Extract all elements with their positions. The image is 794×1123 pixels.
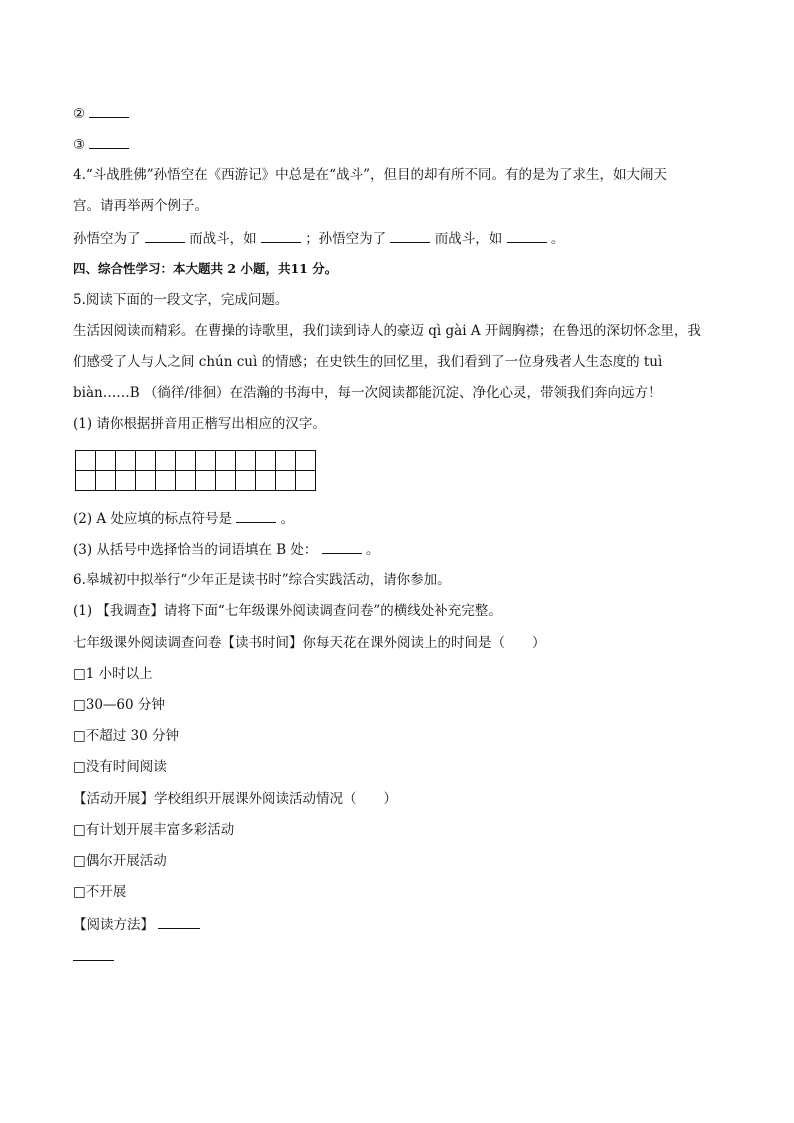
q5-passage-line3: biàn……B （徜徉/徘徊）在浩瀚的书海中，每一次阅读都能沉淀、净化心灵，带领我们奔向远方！	[73, 385, 662, 401]
survey-question-activity: 【活动开展】学校组织开展课外阅读活动情况（ ）	[73, 791, 397, 807]
q3-item-3: ③	[73, 134, 129, 155]
answer-blank[interactable]	[145, 228, 185, 243]
answer-blank[interactable]	[261, 228, 301, 243]
q5-passage-line1: 生活因阅读而精彩。在曹操的诗歌里，我们读到诗人的豪迈 qì gài A 开阔胸襟；在鲁迅的深切怀念里，我	[73, 323, 701, 339]
q5-title: 5.阅读下面的一段文字，完成问题。	[73, 292, 289, 308]
q5-sub1: (1) 请你根据拼音用正楷写出相应的汉字。	[73, 416, 326, 432]
survey-question-time: 七年级课外阅读调查问卷【读书时间】你每天花在课外阅读上的时间是（ ）	[73, 635, 546, 651]
writing-grid[interactable]	[75, 450, 316, 491]
answer-blank[interactable]	[390, 228, 430, 243]
survey-reading-method: 【阅读方法】	[73, 914, 200, 935]
q3-item-2: ②	[73, 103, 129, 124]
answer-blank[interactable]	[236, 508, 276, 523]
q4-text-line1: 4.“斗战胜佛”孙悟空在《西游记》中总是在“战斗”，但目的却有所不同。有的是为了求生，如大闹天	[73, 167, 667, 183]
checkbox-option[interactable]: □偶尔开展活动	[73, 853, 167, 869]
q5-sub3: (3) 从括号中选择恰当的词语填在 B 处： 。	[73, 539, 380, 560]
answer-blank[interactable]	[507, 228, 547, 243]
q4-text-line2: 宫。请再举两个例子。	[73, 198, 208, 214]
answer-blank[interactable]	[158, 914, 200, 929]
q4-fill-line: 孙悟空为了 而战斗，如 ；孙悟空为了 而战斗，如 。	[73, 228, 564, 249]
answer-blank[interactable]	[89, 103, 129, 118]
checkbox-option[interactable]: □1 小时以上	[73, 666, 153, 682]
section-heading: 四、综合性学习：本大题共 2 小题，共11 分。	[73, 261, 338, 276]
q6-sub1: (1) 【我调查】请将下面“七年级课外阅读调查问卷”的横线处补充完整。	[73, 603, 502, 619]
answer-blank[interactable]	[322, 539, 362, 554]
q5-passage-line2: 们感受了人与人之间 chún cuì 的情感；在史铁生的回忆里，我们看到了一位身残者人生态度的 tuì	[73, 354, 663, 370]
q5-sub2: (2) A 处应填的标点符号是 。	[73, 508, 294, 529]
checkbox-option[interactable]: □有计划开展丰富多彩活动	[73, 822, 235, 838]
checkbox-option[interactable]: □没有时间阅读	[73, 759, 167, 775]
checkbox-option[interactable]: □不开展	[73, 884, 127, 900]
answer-blank[interactable]	[89, 134, 129, 149]
answer-blank[interactable]	[73, 960, 114, 961]
q6-title: 6.皋城初中拟举行“少年正是读书时”综合实践活动，请你参加。	[73, 572, 451, 588]
checkbox-option[interactable]: □不超过 30 分钟	[73, 728, 180, 744]
checkbox-option[interactable]: □30—60 分钟	[73, 697, 165, 713]
